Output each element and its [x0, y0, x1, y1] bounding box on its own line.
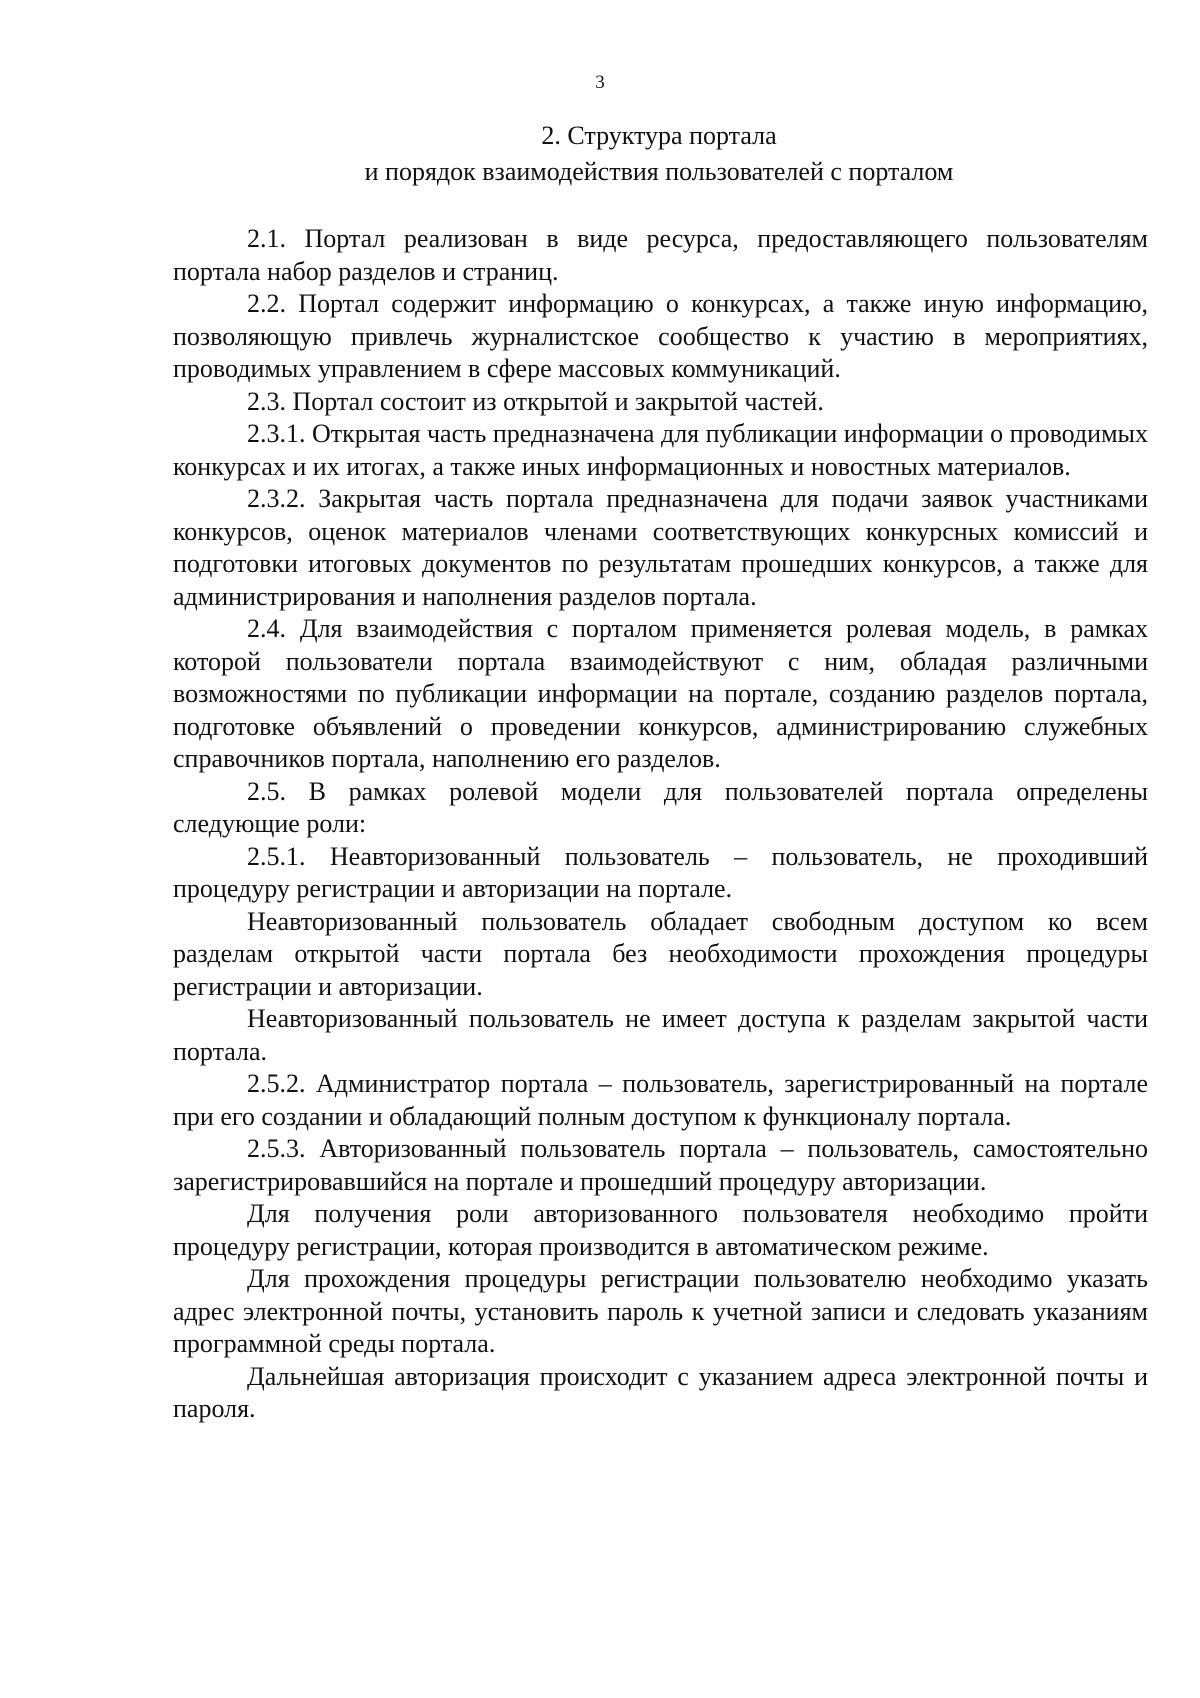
section-heading-line-2: и порядок взаимодействия пользователей с порталом — [364, 157, 954, 186]
paragraph-2-3: 2.3. Портал состоит из открытой и закрытой частей. — [247, 386, 824, 416]
paragraph-2-5: 2.5. В рамках ролевой модели для пользователей портала определены следующие роли: — [173, 776, 1148, 838]
paragraph-further-authorization: Дальнейшая авторизация происходит с указанием адреса электронной почты и пароля. — [173, 1361, 1148, 1423]
paragraph-2-5-1: 2.5.1. Неавторизованный пользователь – пользователь, не проходивший процедуру регистрации и авторизации на портале. — [173, 841, 1148, 903]
paragraph-2-5-3: 2.5.3. Авторизованный пользователь портала – пользователь, самостоятельно зарегистрировавшийся на портале и прошедший процедуру авторизации. — [173, 1134, 1148, 1196]
page-number: 3 — [595, 72, 605, 93]
section-heading — [170, 118, 1148, 190]
document-body — [173, 223, 1148, 1426]
paragraph-2-2: 2.2. Портал содержит информацию о конкурсах, а также иную информацию, позволяющую привлечь журналистское сообщество к участию в мероприятиях, проводимых управлением в сфере массовых коммуникаций. — [173, 289, 1148, 383]
paragraph-2-3-1: 2.3.1. Открытая часть предназначена для публикации информации о проводимых конкурсах и их итогах, а также иных информационных и новостных материалов. — [173, 419, 1148, 481]
paragraph-unauthorized-restriction: Неавторизованный пользователь не имеет доступа к разделам закрытой части портала. — [173, 1004, 1148, 1066]
paragraph-registration-steps: Для прохождения процедуры регистрации пользователю необходимо указать адрес электронной почты, установить пароль к учетной записи и следовать указаниям программной среды портала. — [173, 1264, 1148, 1358]
paragraph-2-4: 2.4. Для взаимодействия с порталом применяется ролевая модель, в рамках которой пользователи портала взаимодействуют с ним, обладая различными возможностями по публикации информации на портале, созданию разделов портала, подготовке объявлений о проведении конкурсов, администрированию служебных справочников портала, наполнению его разделов. — [173, 614, 1148, 773]
paragraph-2-1: 2.1. Портал реализован в виде ресурса, предоставляющего пользователям портала набор разделов и страниц. — [173, 224, 1148, 286]
paragraph-2-5-2: 2.5.2. Администратор портала – пользователь, зарегистрированный на портале при его создании и обладающий полным доступом к функционалу портала. — [173, 1069, 1148, 1131]
paragraph-unauthorized-access: Неавторизованный пользователь обладает свободным доступом ко всем разделам открытой части портала без необходимости прохождения процедуры регистрации и авторизации. — [173, 906, 1148, 1001]
section-heading-line-1: 2. Структура портала — [541, 121, 777, 150]
paragraph-2-3-2: 2.3.2. Закрытая часть портала предназначена для подачи заявок участниками конкурсов, оценок материалов членами соответствующих конкурсных комиссий и подготовки итоговых документов по результатам прошедших конкурсов, а также для администрирования и наполнения разделов портала. — [173, 484, 1148, 611]
paragraph-registration-required: Для получения роли авторизованного пользователя необходимо пройти процедуру регистрации, которая производится в автоматическом режиме. — [173, 1199, 1148, 1261]
